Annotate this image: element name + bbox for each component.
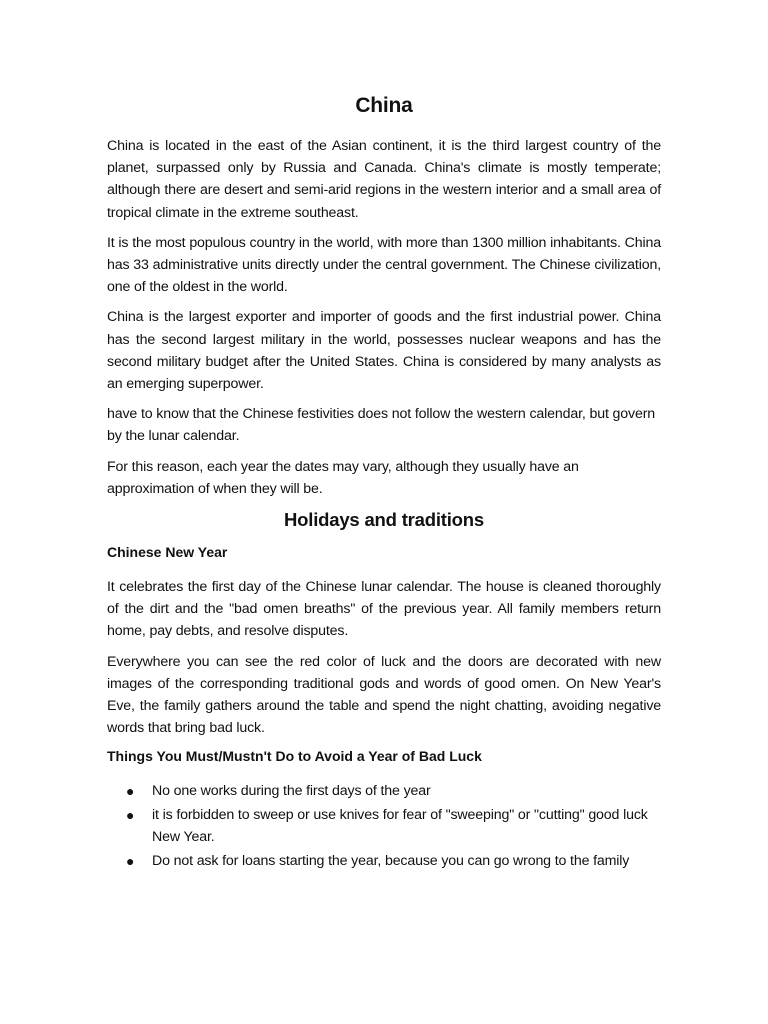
intro-paragraph: China is located in the east of the Asian continent, it is the third largest country of the planet, surpassed only by Russia and Canada. China's climate is mostly temperate; although there are desert and semi-arid regions in the western interior and a small area of tropical climate in the extreme southeast. [107,138,661,221]
subsection-heading-new-year: Chinese New Year [107,544,228,561]
list-item [107,804,661,848]
intro-paragraph: China is the largest exporter and importer of goods and the first industrial power. China has the second largest military in the world, possesses nuclear weapons and has the second military budget after the United States. China is considered by many analysts as an emerging superpower. [107,309,661,393]
document-page [107,92,661,874]
bullet-icon: ● [126,853,135,870]
document-title: China [355,94,413,117]
new-year-paragraph: It celebrates the first day of the Chinese lunar calendar. The house is cleaned thoroughly of the dirt and the "bad omen breaths" of the previous year. All family members return home, pay debts, and resolve disputes. [107,579,661,640]
list-item [107,780,661,802]
list-item-text: it is forbidden to sweep or use knives for fear of "sweeping" or "cutting" good luck New Year. [152,807,648,846]
bad-luck-list [107,780,661,872]
list-item [107,850,661,872]
bullet-icon: ● [126,807,135,824]
intro-paragraph: For this reason, each year the dates may vary, although they usually have an approximation of when they will be. [107,458,579,497]
bullet-icon: ● [126,783,135,800]
intro-paragraph: have to know that the Chinese festivities does not follow the western calendar, but govern by the lunar calendar. [107,406,656,445]
list-item-text: Do not ask for loans starting the year, because you can go wrong to the family [152,853,630,870]
subsection-heading-bad-luck: Things You Must/Mustn't Do to Avoid a Year of Bad Luck [107,748,482,765]
intro-paragraph: It is the most populous country in the world, with more than 1300 million inhabitants. China has 33 administrative units directly under the central government. The Chinese civilization, one of the oldest in the world. [107,234,661,296]
list-item-text: No one works during the first days of the year [152,783,431,800]
new-year-paragraph: Everywhere you can see the red color of luck and the doors are decorated with new images of the corresponding traditional gods and words of good omen. On New Year's Eve, the family gathers around the table and spend the night chatting, avoiding negative words that bring bad luck. [107,653,661,737]
section-heading: Holidays and traditions [284,509,484,531]
